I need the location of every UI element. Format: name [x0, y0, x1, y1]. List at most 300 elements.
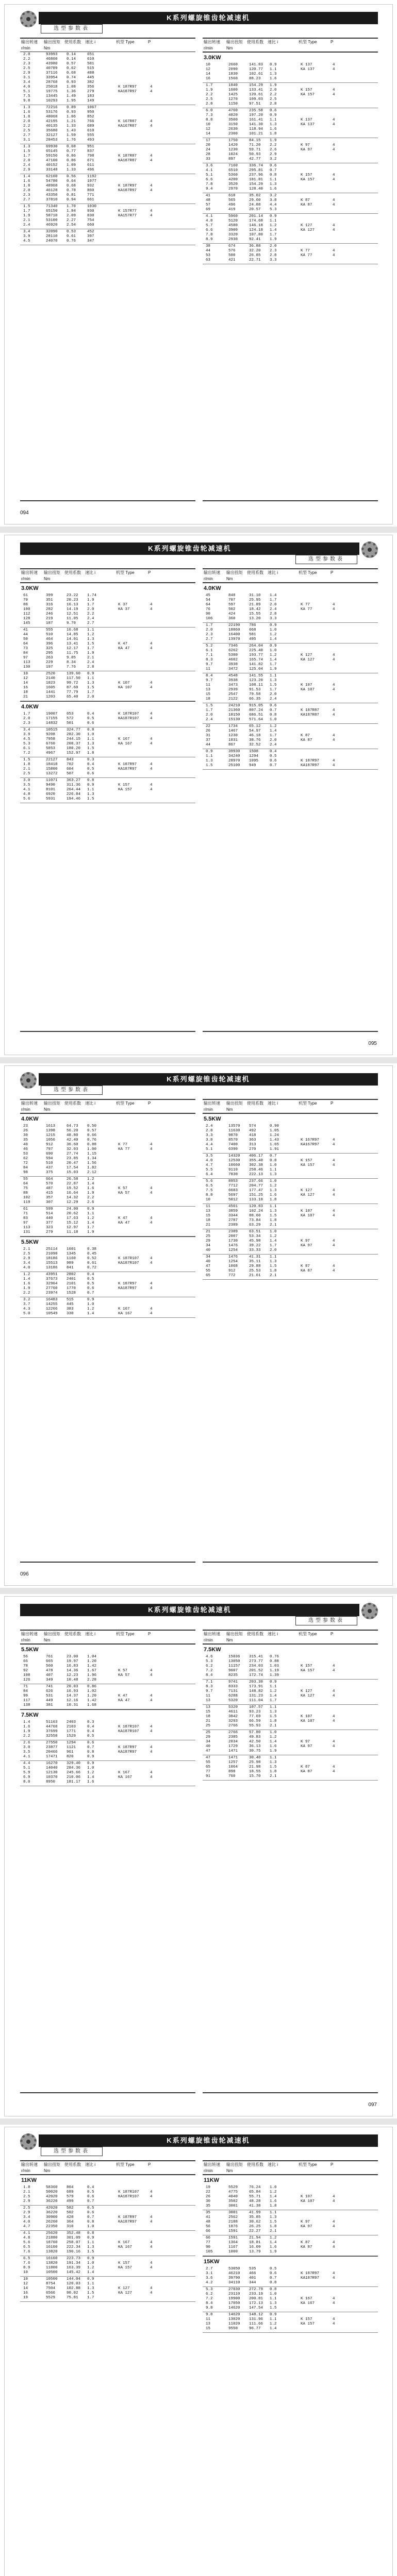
speed-cell: 113 [23, 1226, 30, 1230]
ratio-cell: 1.02 [87, 1689, 97, 1693]
model-group [203, 2210, 378, 2235]
model-group [203, 1755, 378, 1781]
speed-cell: 5.6 [23, 797, 30, 801]
torque-cell: 13272 [46, 772, 58, 776]
speed-cell: 13 [206, 1705, 211, 1709]
torque-cell: 12266 [46, 1307, 58, 1311]
speed-cell: 11 [206, 2317, 211, 2321]
torque-cell: 18418 [46, 762, 58, 767]
p-cell [333, 628, 342, 633]
p-cell: 4 [150, 1673, 153, 1677]
torque-cell: 3842 [228, 1715, 238, 1719]
table-row [20, 62, 195, 66]
type-cell: K 187R97 [118, 1282, 137, 1286]
p-cell: 4 [150, 1257, 153, 1261]
type-cell [301, 1179, 333, 1184]
torque-cell: 11157 [228, 1664, 240, 1668]
type-cell: K 107 [301, 1209, 312, 1213]
sf-cell: 152.97 [67, 751, 81, 755]
sf-cell: 201.14 [249, 214, 263, 218]
sf-cell: 14.01 [67, 637, 78, 641]
table-row [20, 2282, 195, 2286]
speed-cell: 1.6 [23, 110, 30, 114]
type-cell: K 127 [301, 1689, 312, 1693]
p-cell [333, 2327, 342, 2331]
selection-table-label: 选型参数表 [295, 1616, 357, 1625]
p-cell [150, 1664, 159, 1669]
torque-cell: 1056 [46, 1138, 56, 1142]
ratio-cell: 1.2 [270, 224, 277, 228]
type-cell [118, 179, 150, 184]
type-cell: K 97 [301, 1740, 310, 1744]
speed-cell: 47 [206, 1749, 211, 1753]
type-cell: KA 77 [301, 253, 312, 258]
p-cell [333, 724, 342, 729]
type-cell: KA 87 [301, 1770, 312, 1774]
p-cell [150, 2185, 159, 2190]
p-cell [333, 598, 342, 603]
table-row [203, 1719, 378, 1724]
speed-cell: 23 [23, 1124, 28, 1128]
type-cell: KA 57 [118, 1191, 130, 1195]
sf-cell: 65.12 [249, 724, 261, 728]
sf-cell: 42.40 [67, 1138, 78, 1142]
torque-cell: 47100 [46, 159, 58, 163]
ratio-cell: 1.4 [87, 1775, 94, 1780]
speed-cell: 16 [23, 2291, 28, 2295]
table-row [20, 1741, 195, 1745]
p-cell [150, 621, 159, 626]
table-row [203, 1724, 378, 1728]
p-cell: 4 [150, 788, 153, 792]
sf-cell: 22.71 [249, 258, 261, 262]
table-row [203, 187, 378, 192]
model-group [203, 749, 378, 770]
p-cell [150, 168, 159, 173]
sf-cell: 76.24 [249, 2185, 261, 2190]
p-cell [333, 2281, 342, 2285]
table-row [20, 193, 195, 198]
p-cell [333, 1260, 342, 1264]
table-row [20, 672, 195, 676]
p-cell [333, 1685, 342, 1689]
torque-cell: 15036 [228, 1655, 240, 1659]
sf-cell: 20.62 [67, 1212, 78, 1216]
ratio-cell: 1.3 [270, 2301, 277, 2306]
torque-cell: 46210 [228, 2272, 240, 2276]
p-cell [150, 115, 159, 120]
type-cell: K 157 [301, 1664, 312, 1668]
type-cell [301, 72, 333, 77]
type-cell: KA 137 [301, 123, 315, 127]
torque-cell: 18186 [46, 1257, 58, 1261]
type-cell [301, 750, 333, 754]
header-torque: 输出扭矩 Nm [44, 1101, 60, 1112]
type-cell [118, 1138, 150, 1143]
sf-cell: 161.41 [249, 118, 263, 122]
p-cell [333, 697, 342, 702]
torque-cell: 48968 [46, 184, 58, 188]
torque-cell: 9490 [46, 783, 56, 787]
torque-cell: 14040 [46, 1766, 58, 1770]
type-cell [118, 1166, 150, 1171]
table-row [20, 218, 195, 223]
type-cell: KA 167 [118, 1775, 133, 1780]
speed-cell: 5.1 [23, 90, 30, 94]
speed-cell: 3.5 [206, 1154, 213, 1158]
sf-cell: 14.85 [67, 633, 78, 637]
speed-cell: 35 [206, 2204, 211, 2208]
p-cell [333, 674, 342, 679]
torque-cell: 599 [46, 1207, 53, 1211]
page-separator [0, 1057, 397, 1063]
column-header [203, 569, 378, 583]
torque-cell: 51163 [46, 1720, 58, 1724]
p-cell [333, 1705, 342, 1710]
p-cell [150, 2296, 159, 2300]
header-torque: 输出扭矩 Nm [44, 40, 60, 50]
speed-cell: 2.2 [23, 57, 30, 61]
p-cell [150, 1277, 159, 1282]
p-cell: 4 [333, 658, 335, 662]
table-row [20, 676, 195, 681]
catalog-page [4, 4, 393, 524]
p-cell [150, 223, 159, 228]
model-group [20, 204, 195, 229]
power-rating: 5.5KW [20, 1236, 195, 1247]
type-cell [118, 1171, 150, 1175]
type-cell [301, 1223, 333, 1228]
sf-cell: 1.06 [67, 115, 76, 119]
torque-cell: 14255 [46, 1302, 58, 1307]
type-cell [301, 219, 333, 224]
torque-cell: 2939 [228, 688, 238, 692]
torque-cell: 2970 [228, 187, 238, 191]
header-type: 机型 Type [299, 2162, 317, 2167]
ratio-cell: 0.50 [87, 1124, 97, 1128]
sf-cell: 128.40 [249, 187, 263, 191]
p-cell: 4 [150, 742, 153, 746]
speed-cell: 6.1 [23, 747, 30, 751]
p-cell [333, 97, 342, 102]
p-cell: 4 [150, 1745, 153, 1750]
p-cell [150, 1273, 159, 1277]
type-cell [118, 1298, 150, 1302]
sf-cell: 32.03 [67, 1147, 78, 1151]
sf-cell: 807.24 [249, 708, 263, 713]
ratio-cell: 0.45 [87, 1252, 97, 1256]
speed-cell: 1.3 [23, 145, 30, 149]
sf-cell: 16.64 [67, 1191, 78, 1195]
p-cell: 4 [150, 189, 153, 193]
ratio-cell: 1.8 [270, 1770, 277, 1774]
p-cell [150, 2199, 159, 2204]
ratio-cell: 1.20 [87, 1694, 97, 1698]
p-cell: 4 [150, 2286, 153, 2291]
type-cell: K 187R97 [118, 184, 137, 188]
speed-cell: 4.4 [206, 1143, 213, 1147]
p-cell: 4 [150, 2220, 153, 2224]
sf-cell: 25.95 [249, 598, 261, 602]
table-row [20, 758, 195, 762]
p-cell [150, 1182, 159, 1187]
type-cell [118, 1207, 150, 1212]
type-cell [118, 57, 150, 62]
p-cell [150, 1741, 159, 1745]
sf-cell: 92.41 [249, 238, 261, 242]
speed-cell: 78 [23, 1664, 28, 1668]
torque-cell: 32964 [46, 1282, 58, 1286]
table-row [203, 203, 378, 208]
ratio-cell: 1.4 [270, 594, 277, 598]
torque-cell: 13820 [46, 2261, 58, 2265]
table-row [20, 637, 195, 642]
p-cell [333, 168, 342, 173]
torque-cell: 54780 [46, 179, 58, 183]
p-cell [333, 637, 342, 642]
ratio-cell: 0.6 [270, 2272, 277, 2276]
ratio-cell: 1.9 [87, 598, 94, 602]
speed-cell: 41 [23, 628, 28, 632]
table-row [203, 2236, 378, 2241]
sf-cell: 54.97 [249, 729, 261, 733]
header-p: P [148, 1632, 151, 1636]
selection-table-label: 选型参数表 [41, 1086, 103, 1095]
sf-cell: 0.68 [67, 184, 76, 188]
sf-cell: 949 [249, 764, 256, 768]
p-cell [333, 77, 342, 81]
type-cell: K 107 [118, 681, 130, 685]
type-cell: KA 87 [301, 1269, 312, 1273]
header-p: P [148, 1101, 151, 1106]
sf-cell: 18.55 [249, 1770, 261, 1774]
speed-cell: 10 [206, 123, 211, 127]
table-row [20, 1745, 195, 1750]
speed-cell: 4.0 [23, 2220, 30, 2224]
ratio-cell: 0.6 [270, 109, 277, 113]
torque-cell: 5320 [228, 1705, 238, 1709]
ratio-cell: 0.3 [87, 758, 94, 762]
type-cell [118, 1291, 150, 1296]
table-row [20, 1664, 195, 1669]
p-cell [150, 198, 159, 202]
table-row [20, 1212, 195, 1216]
table-row [20, 205, 195, 209]
sf-cell: 313 [249, 1143, 256, 1147]
type-cell: KA 107 [301, 2199, 315, 2204]
torque-cell: 3520 [228, 182, 238, 187]
p-cell [333, 132, 342, 137]
table-row [20, 2291, 195, 2296]
ratio-cell: 1.1 [270, 2317, 277, 2321]
p-cell [333, 594, 342, 598]
table-row [20, 1659, 195, 1664]
sf-cell: 20.03 [67, 1685, 78, 1689]
type-cell [118, 218, 150, 223]
sf-cell: 272.79 [249, 2287, 263, 2292]
sf-cell: 31.10 [249, 594, 261, 598]
sf-cell: 190.16 [67, 2250, 81, 2254]
type-cell: KA167R97 [301, 1143, 320, 1147]
speed-cell: 1.8 [23, 115, 30, 119]
ratio-cell: 3.2 [270, 157, 277, 161]
type-cell [118, 1277, 150, 1282]
torque-cell: 36220 [46, 2199, 58, 2204]
type-cell [118, 637, 150, 642]
speed-cell: 4.2 [206, 2281, 213, 2285]
p-cell: 4 [333, 607, 335, 612]
table-row [20, 99, 195, 104]
sf-cell: 102.24 [249, 1209, 263, 1213]
table-row [203, 253, 378, 258]
header-ratio: 速比 i [85, 40, 95, 44]
sf-cell: 10.31 [67, 1703, 78, 1707]
table-row [20, 1207, 195, 1212]
sf-cell: 222.34 [67, 2245, 81, 2249]
table-row [203, 2281, 378, 2285]
speed-cell: 84 [23, 1166, 28, 1170]
table-row [203, 697, 378, 702]
type-cell: KA187R97 [118, 189, 137, 193]
table-row [20, 1678, 195, 1683]
sf-cell: 123.20 [249, 679, 263, 683]
p-cell [333, 1223, 342, 1228]
sf-cell: 27.74 [67, 1152, 78, 1156]
table-row [203, 683, 378, 688]
ratio-cell: 0.4 [270, 750, 277, 754]
type-cell: KA 157 [118, 788, 133, 792]
type-cell [118, 129, 150, 133]
header-p: P [330, 2162, 334, 2167]
type-cell: KA 47 [118, 647, 130, 651]
torque-cell: 18150 [228, 713, 240, 717]
speed-cell: 7.3 [206, 113, 213, 117]
table-row [20, 1694, 195, 1699]
torque-cell: 4020 [228, 113, 238, 117]
ratio-cell: 1.8 [270, 132, 277, 136]
type-cell: KA187R97 [301, 764, 320, 768]
speed-cell: 2.6 [23, 1741, 30, 1745]
type-cell [118, 1720, 150, 1725]
sf-cell: 77.79 [67, 690, 78, 694]
p-cell: 4 [333, 1694, 335, 1698]
table-row [20, 1302, 195, 1307]
torque-cell: 5853 [46, 747, 56, 751]
header-type: 机型 Type [116, 2162, 135, 2167]
ratio-cell: 382 [87, 80, 94, 84]
p-cell [150, 1761, 159, 1766]
torque-cell: 2930 [228, 238, 238, 242]
sf-cell: 120.03 [67, 2282, 81, 2286]
type-cell [301, 704, 333, 708]
selection-table-label: 选型参数表 [295, 555, 357, 564]
table-row [203, 1189, 378, 1193]
type-cell [118, 1157, 150, 1161]
model-group [203, 138, 378, 163]
p-cell [150, 218, 159, 223]
speed-cell: 8.9 [23, 2266, 30, 2270]
speed-cell: 3.1 [23, 76, 30, 80]
sf-cell: 10.48 [67, 1678, 78, 1682]
speed-cell: 1.7 [206, 708, 213, 713]
torque-cell: 2007 [228, 1234, 238, 1239]
ratio-cell: 2.1 [270, 1223, 277, 1227]
header-speed: 输出转速 r/min [21, 1101, 38, 1112]
header-speed: 输出转速 r/min [204, 1632, 220, 1642]
ratio-cell: 2.0 [270, 1248, 277, 1252]
speed-cell: 6.9 [23, 1775, 30, 1780]
torque-cell: 10293 [46, 99, 58, 103]
speed-cell: 54 [206, 598, 211, 602]
table-row [203, 233, 378, 238]
type-cell: K 77 [301, 603, 310, 607]
ratio-cell: 1.7 [87, 1226, 94, 1230]
torque-cell: 741 [46, 1685, 53, 1689]
type-cell [301, 663, 333, 667]
p-cell [150, 660, 159, 665]
sf-cell: 9.70 [67, 621, 76, 625]
torque-cell: 21360 [228, 708, 240, 713]
speed-cell: 64 [206, 603, 211, 607]
torque-cell: 10500 [46, 2277, 58, 2281]
table-row [203, 1193, 378, 1198]
ratio-cell: 0.38 [87, 1247, 97, 1251]
type-cell: KA 127 [301, 1694, 315, 1698]
sf-cell: 20.47 [67, 1161, 78, 1165]
table-row [203, 1234, 378, 1239]
header-torque: 输出扭矩 Nm [226, 40, 243, 50]
sf-cell: 49.83 [249, 1735, 261, 1739]
sf-cell: 264.44 [67, 788, 81, 792]
type-cell: K 187R87 [301, 708, 320, 713]
speed-cell: 2.8 [206, 102, 213, 106]
torque-cell: 42195 [46, 120, 58, 124]
p-cell: 4 [333, 2245, 335, 2249]
ratio-cell: 0.90 [270, 1124, 279, 1128]
table-row [203, 679, 378, 683]
torque-cell: 14620 [228, 2306, 240, 2310]
type-cell: KA187R107 [118, 1730, 139, 1734]
table-row [203, 97, 378, 102]
table-row [203, 1749, 378, 1754]
speed-cell: 76 [206, 607, 211, 612]
p-cell [333, 750, 342, 754]
ratio-cell: 1.5 [87, 747, 94, 751]
sf-cell: 63.29 [249, 1223, 261, 1227]
p-cell: 4 [150, 1282, 153, 1286]
speed-cell: 4.7 [206, 1163, 213, 1167]
sf-cell: 301.09 [67, 2236, 81, 2240]
type-cell [118, 71, 150, 76]
sf-cell: 1.36 [67, 90, 76, 94]
p-cell [333, 1147, 342, 1152]
p-cell [150, 239, 159, 244]
speed-cell: 4.1 [23, 788, 30, 792]
ratio-cell: 0.6 [270, 759, 277, 763]
p-cell [150, 57, 159, 62]
type-cell [118, 1689, 150, 1694]
torque-cell: 34240 [228, 754, 240, 758]
type-cell [301, 754, 333, 759]
sf-cell: 1.33 [67, 124, 76, 128]
p-cell: 4 [333, 2272, 335, 2276]
p-cell [333, 1248, 342, 1253]
header-ratio: 速比 i [85, 2162, 95, 2167]
type-cell: K 187R97 [118, 85, 137, 89]
type-cell: KA 47 [118, 1699, 130, 1703]
torque-cell: 32090 [46, 230, 58, 234]
speed-cell: 1.5 [206, 704, 213, 708]
